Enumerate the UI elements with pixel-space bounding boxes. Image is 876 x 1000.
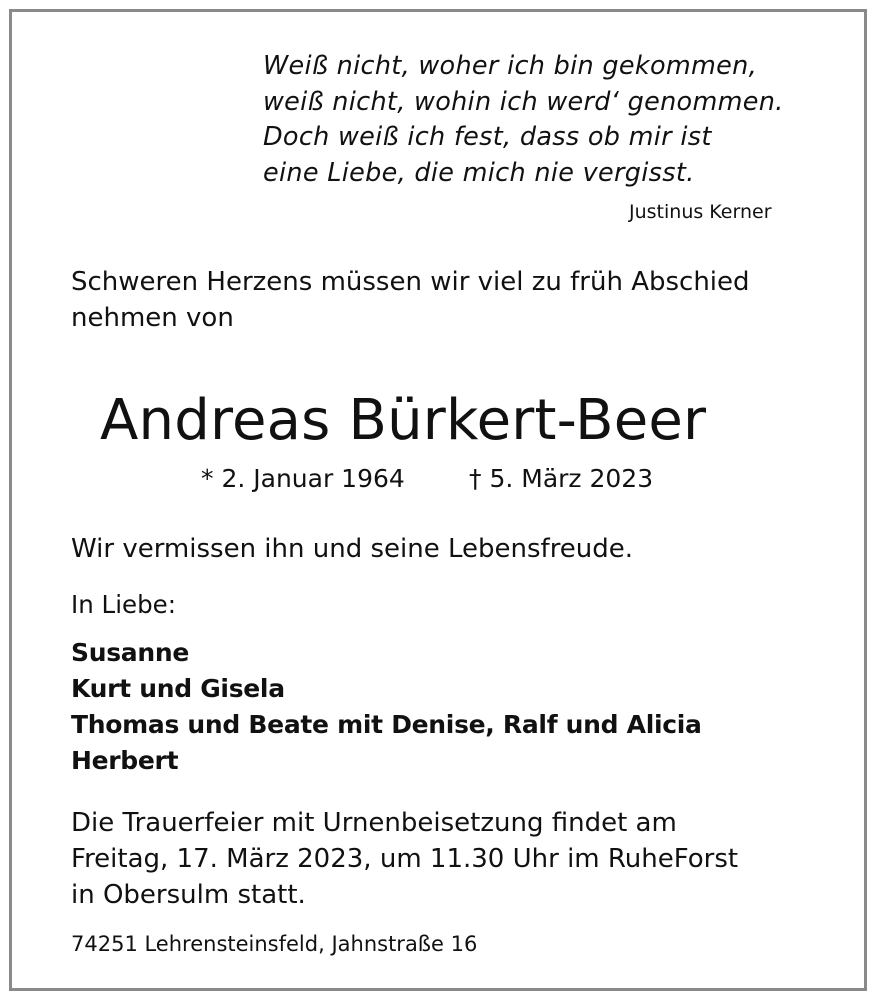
intro-line: Schweren Herzens müssen wir viel zu früh Abschied (71, 267, 750, 297)
mourner-entry: Herbert (71, 746, 179, 775)
birth-date: * 2. Januar 1964 (201, 464, 405, 493)
remembrance-text: Wir vermissen ihn und seine Lebensfreude. (71, 534, 634, 564)
mourner-entry: Thomas und Beate mit Denise, Ralf und Alicia (71, 710, 702, 739)
intro-line: nehmen von (71, 303, 234, 333)
poem-line: Doch weiß ich fest, dass ob mir ist (263, 122, 712, 152)
death-date: † 5. März 2023 (469, 464, 654, 493)
mourners-list (71, 635, 702, 779)
poem (263, 49, 784, 191)
mourner-entry: Kurt und Gisela (71, 674, 285, 703)
service-info (71, 805, 738, 913)
poem-line: weiß nicht, wohin ich werd‘ genommen. (263, 86, 784, 117)
poem-line: eine Liebe, die mich nie vergisst. (263, 157, 695, 188)
service-line: Freitag, 17. März 2023, um 11.30 Uhr im RuheForst (71, 844, 739, 874)
mourner-entry: Susanne (71, 638, 190, 667)
deceased-name: Andreas Bürkert-Beer (100, 388, 707, 453)
address-text: 74251 Lehrensteinsfeld, Jahnstraße 16 (71, 932, 478, 956)
poem-author: Justinus Kerner (629, 201, 772, 223)
signoff-text: In Liebe: (71, 590, 176, 619)
service-line: Die Trauerfeier mit Urnenbeisetzung findet am (71, 808, 677, 838)
service-line: in Obersulm statt. (71, 880, 306, 910)
poem-line: Weiß nicht, woher ich bin gekommen, (263, 51, 757, 81)
intro-text (71, 264, 750, 336)
